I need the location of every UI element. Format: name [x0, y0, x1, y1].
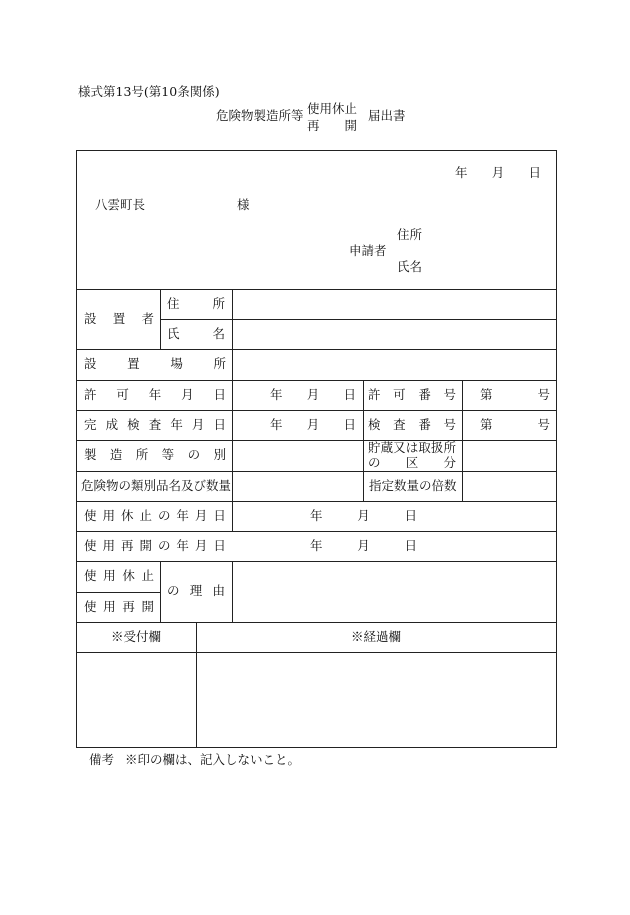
date-char: 年 — [270, 386, 283, 402]
label-char: 理 — [189, 583, 203, 599]
document-title-right: 届出書 — [368, 108, 406, 123]
label-char: 用 — [103, 568, 116, 584]
date-char: 日 — [343, 386, 356, 402]
resume-date-label — [84, 531, 226, 561]
number-char: 号 — [537, 416, 550, 432]
installer-label — [84, 289, 154, 349]
title-resume: 再 開 — [307, 118, 358, 133]
number-char: 第 — [480, 416, 493, 432]
label-char: 使 — [84, 507, 97, 523]
permit-date-label — [84, 380, 226, 410]
label-char: 許 — [84, 386, 97, 402]
number-char: 第 — [480, 386, 493, 402]
column-line — [232, 561, 233, 622]
label-char: 月 — [194, 537, 208, 553]
label-char: 完 — [84, 416, 97, 432]
label-char: の — [157, 507, 171, 523]
label-char: 年 — [148, 386, 162, 402]
label-char: 別 — [213, 447, 226, 463]
label-char: 検 — [368, 416, 381, 432]
label-char: 日 — [213, 386, 226, 402]
label-char: 所 — [443, 439, 456, 455]
addressee-honorific: 様 — [237, 197, 250, 212]
date-char: 日 — [404, 537, 417, 553]
label-char: 年 — [176, 537, 189, 553]
date-char: 月 — [357, 507, 370, 523]
label-char: 再 — [122, 598, 135, 614]
label-char: 区 — [405, 455, 419, 470]
label-char: 場 — [170, 356, 183, 372]
date-char: 年 — [310, 507, 323, 523]
installer-name-label — [167, 319, 225, 349]
label-char: 日 — [213, 507, 226, 523]
date-month: 月 — [491, 164, 505, 180]
label-char: 日 — [213, 416, 226, 432]
storage-category-label — [368, 440, 456, 471]
outer-border-left — [76, 150, 77, 748]
label-char: 造 — [109, 447, 123, 463]
label-char: 査 — [148, 416, 162, 432]
label-char: 置 — [112, 310, 126, 326]
column-line — [363, 380, 364, 501]
label-char: 用 — [103, 598, 116, 614]
label-char: 所 — [135, 447, 149, 463]
label-char: 置 — [127, 356, 140, 372]
label-char: 設 — [84, 310, 97, 326]
date-char: 月 — [357, 537, 370, 553]
storage-category-line2 — [368, 457, 456, 470]
label-char: 扱 — [430, 439, 444, 455]
column-line — [160, 289, 161, 349]
label-char: 所 — [213, 356, 226, 372]
label-char: 可 — [116, 386, 129, 402]
date-char: 日 — [404, 507, 417, 523]
permit-date-value — [270, 380, 356, 410]
applicant-name-label: 氏名 — [397, 259, 423, 274]
suspend-label — [84, 561, 154, 592]
label-char: 検 — [127, 416, 140, 432]
label-char: 開 — [141, 598, 154, 614]
label-char: 月 — [181, 386, 194, 402]
label-char: 可 — [393, 386, 406, 402]
label-char: 等 — [161, 447, 175, 463]
label-char: 由 — [212, 583, 225, 599]
date-day: 日 — [528, 164, 541, 180]
form-number: 様式第13号(第10条関係) — [78, 84, 220, 99]
label-char: 休 — [120, 507, 134, 523]
date-year: 年 — [455, 164, 468, 180]
inspection-date-label — [84, 410, 226, 440]
label-char: 日 — [213, 537, 226, 553]
column-line — [462, 380, 463, 501]
title-suspend: 使用休止 — [307, 101, 358, 116]
remark-text: ※印の欄は、記入しないこと。 — [125, 752, 301, 767]
permit-number-value — [480, 380, 550, 410]
label-char: 住 — [167, 295, 180, 311]
label-char: 年 — [176, 507, 189, 523]
label-char: 設 — [84, 356, 97, 372]
outer-border-top — [76, 150, 557, 151]
label-char: 貯 — [368, 439, 381, 455]
applicant-label: 申請者 — [349, 243, 387, 258]
outer-border-bottom — [76, 747, 557, 748]
label-char: は — [405, 439, 419, 455]
storage-category-line1 — [368, 439, 456, 455]
label-char: 休 — [122, 568, 135, 584]
installer-address-label — [167, 289, 225, 319]
label-char: 又 — [393, 439, 406, 455]
label-char: 蔵 — [380, 439, 394, 455]
resume-label — [84, 592, 154, 622]
inspection-number-label — [368, 410, 456, 440]
label-char: 止 — [139, 507, 152, 523]
label-char: 者 — [141, 310, 154, 326]
date-char: 年 — [310, 537, 323, 553]
reason-label — [167, 561, 225, 622]
date-char: 日 — [343, 416, 356, 432]
label-char: 所 — [212, 295, 225, 311]
date-char: 月 — [306, 416, 320, 432]
inspection-number-value — [480, 410, 550, 440]
row-line — [76, 652, 557, 653]
label-char: 月 — [191, 416, 205, 432]
designated-multiple-label: 指定数量の倍数 — [369, 477, 457, 493]
label-char: の — [167, 583, 180, 599]
suspend-date-value — [310, 501, 417, 531]
facility-type-label — [84, 440, 226, 471]
label-char: 使 — [84, 598, 97, 614]
label-char: 番 — [418, 416, 431, 432]
label-char: 成 — [105, 416, 119, 432]
hazmat-types-label: 危険物の類別品名及び数量 — [81, 477, 232, 493]
reception-column-header: ※受付欄 — [110, 628, 161, 644]
label-char: 名 — [212, 325, 225, 341]
column-line — [160, 561, 161, 622]
suspend-date-label — [84, 501, 226, 531]
label-char: 取 — [418, 439, 431, 455]
location-label — [84, 349, 226, 380]
resume-date-value — [310, 531, 417, 561]
label-char: の — [187, 447, 201, 463]
label-char: 止 — [141, 568, 154, 584]
label-char: 号 — [443, 416, 456, 432]
label-char: の — [368, 455, 381, 470]
label-char: 番 — [418, 386, 431, 402]
label-char: 使 — [84, 568, 97, 584]
label-char: 氏 — [167, 325, 180, 341]
label-char: の — [157, 537, 171, 553]
label-char: 月 — [194, 507, 208, 523]
label-char: 開 — [139, 537, 152, 553]
label-char: 製 — [84, 447, 97, 463]
label-char: 使 — [84, 537, 97, 553]
date-char: 年 — [270, 416, 283, 432]
remark-label: 備考 — [89, 752, 115, 767]
number-char: 号 — [537, 386, 550, 402]
label-char: 号 — [443, 386, 456, 402]
label-char: 査 — [393, 416, 406, 432]
applicant-address-label: 住所 — [397, 227, 423, 242]
submission-date — [455, 166, 541, 180]
date-char: 月 — [306, 386, 320, 402]
addressee-name: 八雲町長 — [95, 197, 146, 212]
label-char: 許 — [368, 386, 381, 402]
document-title-left: 危険物製造所等 — [216, 108, 304, 123]
column-line — [232, 289, 233, 532]
progress-column-header: ※経過欄 — [350, 628, 401, 644]
label-char: 年 — [170, 416, 183, 432]
permit-number-label — [368, 380, 456, 410]
label-char: 再 — [120, 537, 134, 553]
label-char: 分 — [443, 455, 456, 470]
label-char: 用 — [102, 537, 115, 553]
inspection-date-value — [270, 410, 356, 440]
label-char: 用 — [102, 507, 115, 523]
outer-border-right — [556, 150, 557, 748]
document-title-stack — [307, 100, 357, 134]
